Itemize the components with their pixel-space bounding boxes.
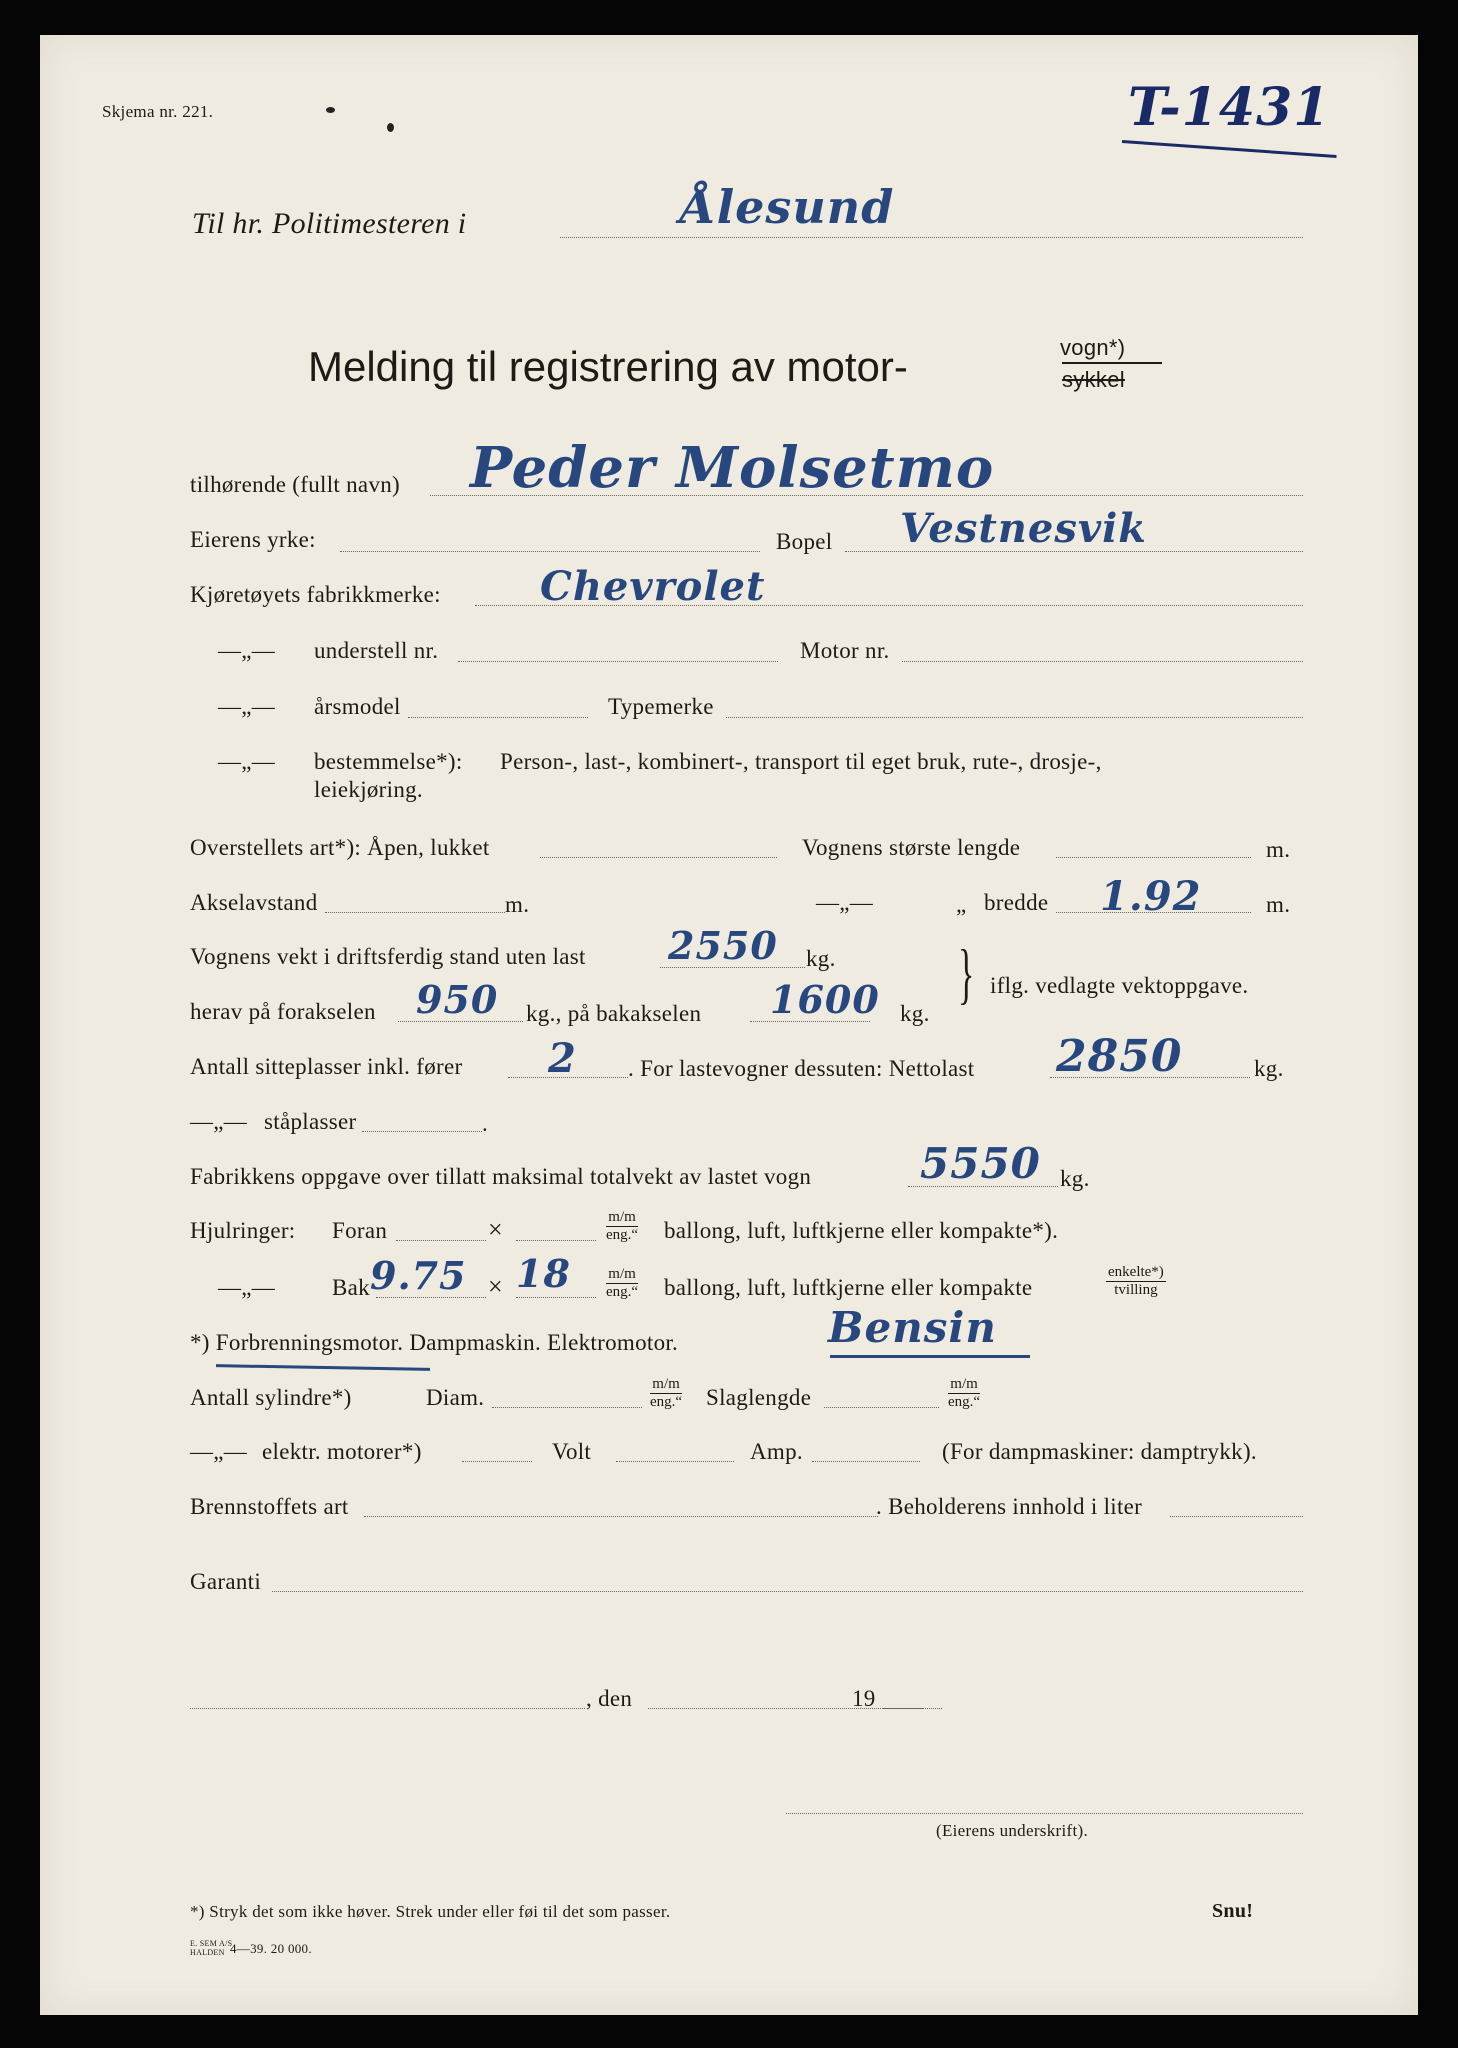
width-unit: m.	[1266, 892, 1291, 917]
eng-label: eng.“	[650, 1394, 683, 1410]
trucks-label: . For lastevogner dessuten: Nettolast	[628, 1056, 975, 1081]
eng-label: eng.“	[606, 1227, 639, 1243]
rear-axle-value: 1600	[770, 977, 880, 1022]
eng-label: eng.“	[948, 1394, 981, 1410]
amp-label: Amp.	[750, 1439, 803, 1464]
occupation-line	[340, 551, 760, 552]
volt-label: Volt	[552, 1439, 592, 1464]
type-label: Typemerke	[608, 694, 714, 719]
weight-brace: }	[958, 938, 975, 1012]
date-separator: , den	[586, 1686, 633, 1711]
fuel-type-line	[364, 1516, 878, 1517]
fuel-type-label: Brennstoffets art	[190, 1494, 349, 1519]
form-number: Skjema nr. 221.	[102, 102, 214, 121]
volt-line	[616, 1461, 734, 1462]
owner-label: tilhørende (fullt navn)	[190, 472, 401, 497]
rear-label: Bak	[332, 1275, 370, 1300]
weight-note: iflg. vedlagte vektoppgave.	[990, 973, 1249, 998]
engine-no-line	[902, 661, 1303, 662]
electric-line	[462, 1461, 532, 1462]
year-line	[882, 1708, 942, 1709]
stroke-line	[824, 1407, 939, 1408]
archive-reference: T-1431	[1128, 77, 1331, 138]
turn-over-note: Snu!	[1212, 1900, 1254, 1922]
addressee-label: Til hr. Politimesteren i	[192, 207, 467, 240]
form-paper	[40, 35, 1418, 2015]
standing-line	[362, 1131, 482, 1132]
engine-type-underline	[216, 1364, 430, 1371]
front-axle-label: herav på forakselen	[190, 999, 376, 1024]
front-tyre-types: ballong, luft, luftkjerne eller kompakte*).	[664, 1218, 1059, 1243]
rear-axle-label: kg., på bakakselen	[526, 1001, 702, 1026]
single-twin-fraction	[1106, 1264, 1166, 1299]
title-fraction-bar	[1062, 362, 1162, 364]
axle-unit: m.	[505, 892, 530, 917]
printer-line-1: E. SEM A/S	[190, 1939, 233, 1948]
width-value: 1.92	[1100, 873, 1202, 920]
standing-period: .	[482, 1111, 489, 1136]
front-unit-fraction	[606, 1209, 638, 1244]
rear-tyre-value-b: 18	[516, 1251, 571, 1296]
printer-line-2: HALDEN	[190, 1948, 225, 1957]
width-label: bredde	[984, 890, 1049, 915]
printer-name	[190, 1939, 232, 1957]
title-option-vogn: vogn*)	[1060, 335, 1126, 360]
max-weight-label: Fabrikkens oppgave over tillatt maksimal totalvekt av lastet vogn	[190, 1164, 812, 1189]
cylinders-label: Antall sylindre*)	[190, 1385, 352, 1410]
mm-label: m/m	[948, 1376, 980, 1394]
form-title: Melding til registrering av motor-	[308, 343, 908, 390]
stroke-unit-fraction	[948, 1376, 980, 1411]
rims-label: Hjulringer:	[190, 1218, 296, 1243]
ditto-mark: —„—	[218, 638, 276, 663]
rear-tyre-line-b	[516, 1297, 596, 1298]
body-label: Overstellets art*): Åpen, lukket	[190, 835, 490, 860]
chassis-line	[458, 661, 778, 662]
front-tyre-line-a	[396, 1240, 486, 1241]
ditto-quote: „	[956, 892, 967, 917]
purpose-options: Person-, last-, kombinert-, transport til eget bruk, rute-, drosje-,	[500, 749, 1102, 774]
signature-line	[786, 1813, 1303, 1814]
rear-tyre-value-a: 9.75	[370, 1253, 467, 1298]
city-line	[560, 237, 1303, 238]
ditto-mark: —„—	[218, 1275, 276, 1300]
mm-label: m/m	[606, 1209, 638, 1227]
axle-line	[325, 912, 505, 913]
eng-label: eng.“	[606, 1284, 639, 1300]
tank-line	[1170, 1516, 1303, 1517]
diam-line	[492, 1407, 642, 1408]
chassis-label: understell nr.	[314, 638, 439, 663]
diam-label: Diam.	[426, 1385, 485, 1410]
guarantee-line	[272, 1591, 1303, 1592]
city-value: Ålesund	[680, 180, 895, 234]
owner-value: Peder Molsetmo	[470, 435, 995, 501]
front-times: ×	[488, 1215, 503, 1244]
weight-unit: kg.	[806, 946, 836, 971]
ditto-mark: —„—	[816, 890, 874, 915]
type-line	[726, 717, 1303, 718]
archive-underline	[1122, 140, 1337, 158]
body-line	[540, 857, 777, 858]
place-line	[190, 1708, 585, 1709]
year-prefix: 19	[852, 1686, 876, 1711]
net-load-unit: kg.	[1254, 1056, 1284, 1081]
ink-spot	[326, 107, 335, 113]
electric-label: elektr. motorer*)	[262, 1439, 422, 1464]
engine-types: *) Forbrenningsmotor. Dampmaskin. Elektromotor.	[190, 1330, 679, 1355]
length-label: Vognens største lengde	[802, 835, 1021, 860]
weight-label: Vognens vekt i driftsferdig stand uten last	[190, 944, 586, 969]
ink-spot	[387, 123, 394, 132]
amp-line	[812, 1461, 920, 1462]
ditto-mark: —„—	[190, 1109, 248, 1134]
title-option-sykkel: sykkel	[1062, 367, 1125, 392]
ditto-mark: —„—	[218, 749, 276, 774]
mm-label: m/m	[606, 1266, 638, 1284]
steam-label: (For dampmaskiner: damptrykk).	[942, 1439, 1257, 1464]
occupation-label: Eierens yrke:	[190, 527, 316, 552]
residence-value: Vestnesvik	[900, 505, 1148, 552]
mm-label: m/m	[650, 1376, 682, 1394]
twin-label: tvilling	[1114, 1282, 1158, 1298]
tank-label: . Beholderens innhold i liter	[876, 1494, 1143, 1519]
standing-label: ståplasser	[264, 1109, 357, 1134]
fuel-underline	[830, 1355, 1030, 1358]
make-label: Kjøretøyets fabrikkmerke:	[190, 582, 441, 607]
footnote: *) Stryk det som ikke høver. Strek under eller føi til det som passer.	[190, 1902, 671, 1921]
max-weight-unit: kg.	[1060, 1166, 1090, 1191]
signature-label: (Eierens underskrift).	[936, 1821, 1088, 1840]
front-tyre-line-b	[516, 1240, 596, 1241]
stroke-label: Slaglengde	[706, 1385, 812, 1410]
residence-label: Bopel	[776, 529, 833, 554]
length-unit: m.	[1266, 837, 1291, 862]
purpose-options-cont: leiekjøring.	[314, 777, 423, 802]
ditto-mark: —„—	[218, 694, 276, 719]
rear-axle-unit: kg.	[900, 1001, 930, 1026]
make-value: Chevrolet	[540, 563, 766, 610]
axle-label: Akselavstand	[190, 890, 318, 915]
fuel-value: Bensin	[828, 1303, 997, 1352]
net-load-value: 2850	[1056, 1031, 1183, 1082]
model-year-line	[408, 717, 588, 718]
max-weight-value: 5550	[920, 1139, 1041, 1188]
length-line	[1056, 857, 1251, 858]
rear-times: ×	[488, 1272, 503, 1301]
front-axle-value: 950	[416, 977, 499, 1022]
rear-unit-fraction	[606, 1266, 638, 1301]
seats-label: Antall sitteplasser inkl. fører	[190, 1054, 463, 1079]
guarantee-label: Garanti	[190, 1569, 262, 1594]
weight-value: 2550	[668, 923, 778, 968]
ditto-mark: —„—	[190, 1439, 248, 1464]
front-label: Foran	[332, 1218, 388, 1243]
seats-value: 2	[548, 1035, 577, 1082]
model-year-label: årsmodel	[314, 694, 401, 719]
rear-tyre-types: ballong, luft, luftkjerne eller kompakte	[664, 1275, 1033, 1300]
engine-no-label: Motor nr.	[800, 638, 890, 663]
print-info: 4—39. 20 000.	[230, 1941, 312, 1956]
purpose-label: bestemmelse*):	[314, 749, 463, 774]
single-label: enkelte*)	[1108, 1264, 1164, 1280]
diam-unit-fraction	[650, 1376, 682, 1411]
